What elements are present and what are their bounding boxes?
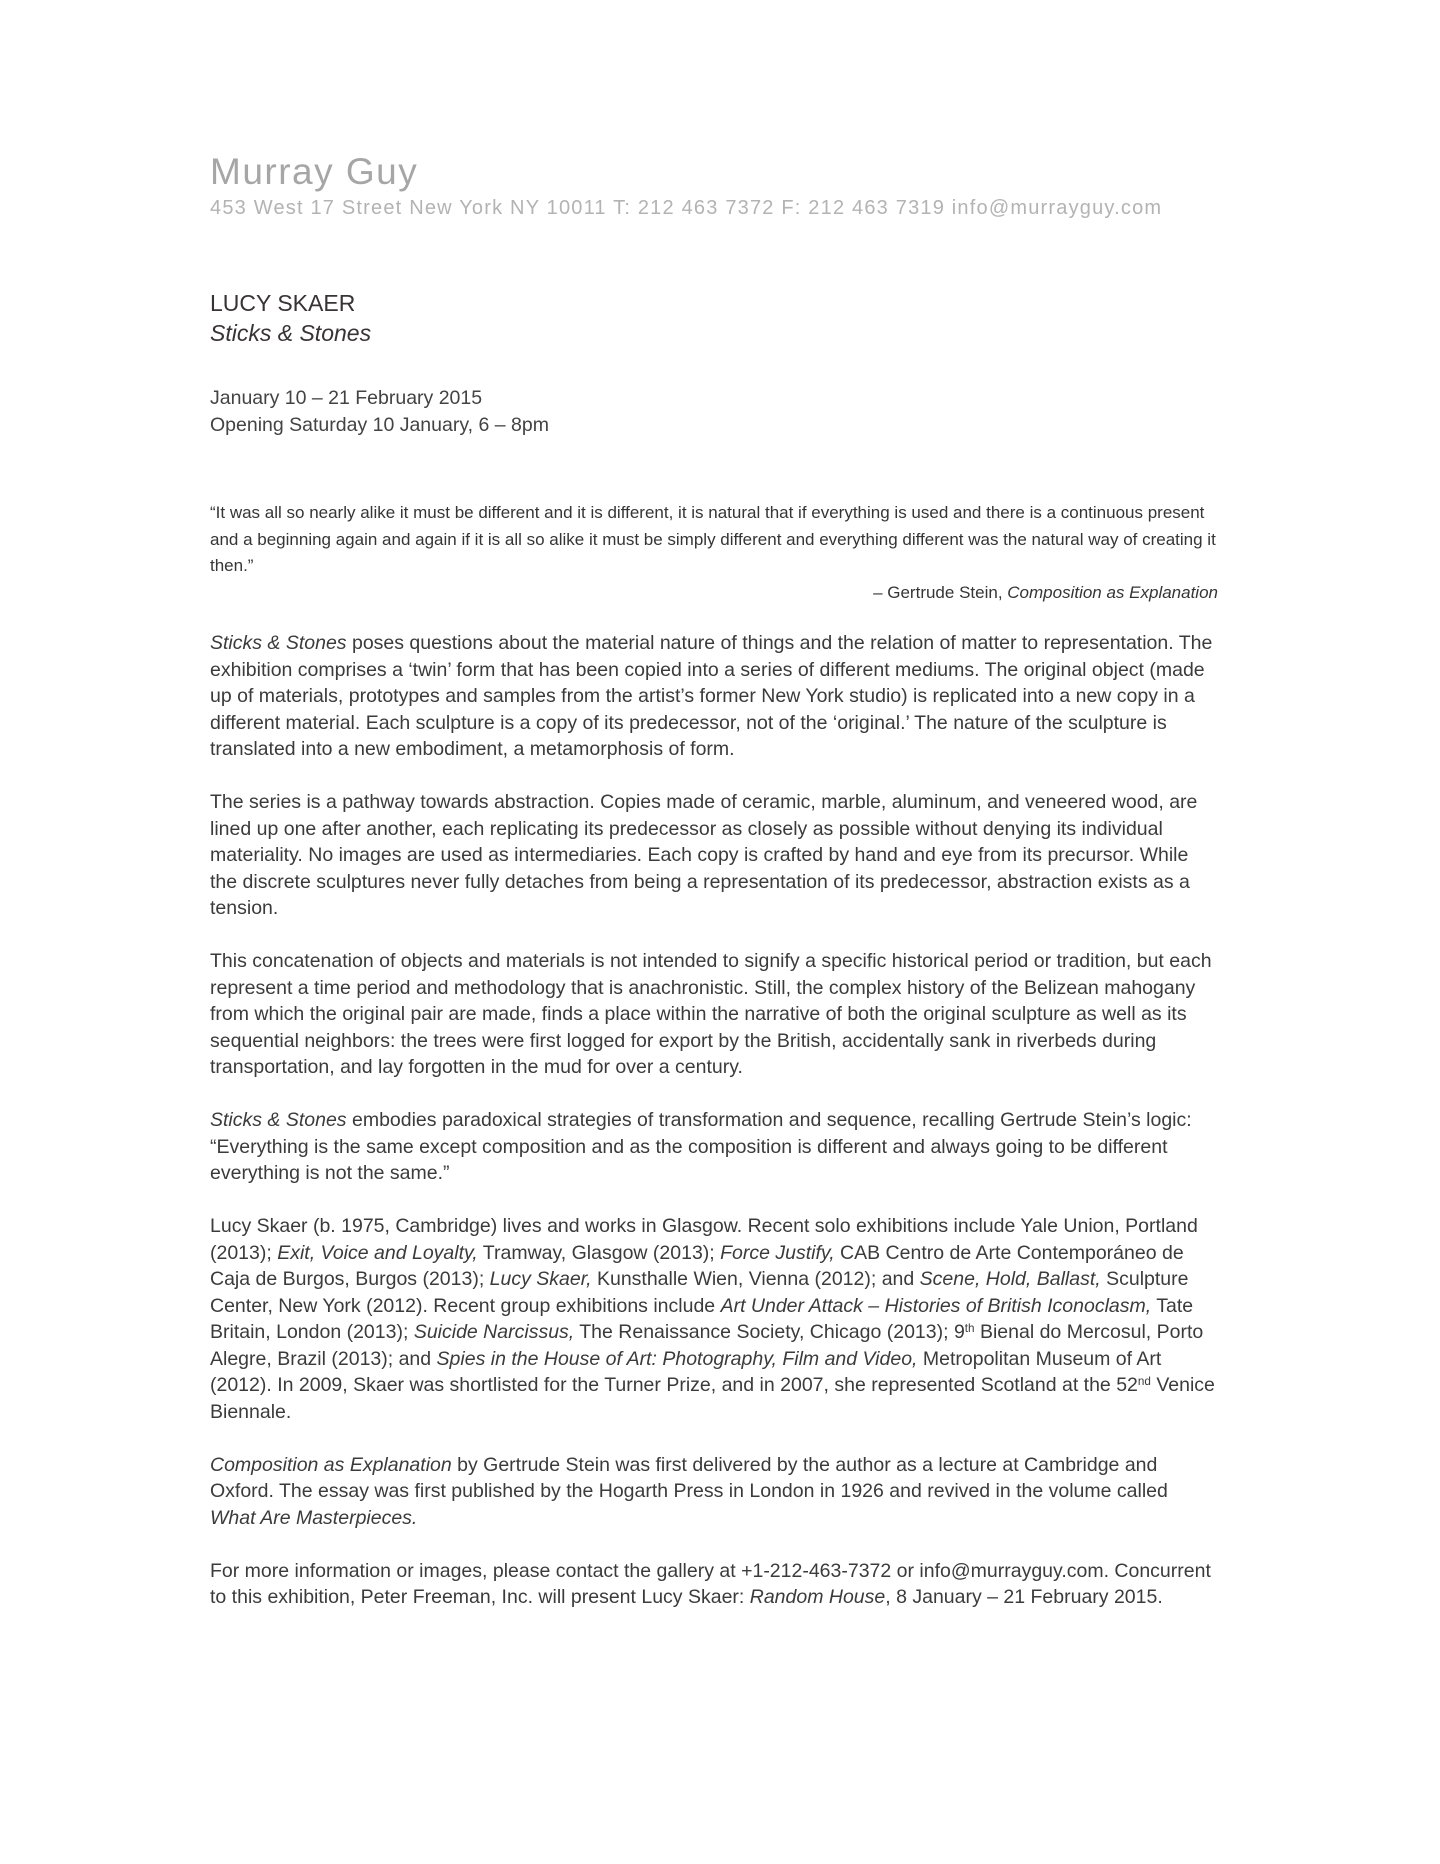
letterhead xyxy=(210,150,1218,221)
page-content xyxy=(210,150,1218,1611)
stein-quote: “It was all so nearly alike it must be different and it is different, it is natural that if everything is used and there is a continuous present and a beginning again and again if it is all so alike it must be simply different and everything different was the natural way of creating it then.” xyxy=(210,503,1216,575)
paragraph-contact-info: For more information or images, please contact the gallery at +1-212-463-7372 or info@murrayguy.com. Concurrent to this exhibition, Peter Freeman, Inc. will present Lucy Skaer: Random House, 8 January – 21 February 2015. xyxy=(210,1559,1211,1608)
paragraph-series-abstraction: The series is a pathway towards abstraction. Copies made of ceramic, marble, aluminum, and veneered wood, are lined up one after another, each replicating its predecessor as closely as possible without denying its individual materiality. No images are used as intermediaries. Each copy is crafted by hand and eye from its precursor. While the discrete sculptures never fully detaches from being a representation of its predecessor, abstraction exists as a tension. xyxy=(210,791,1198,919)
quote-attribution: – Gertrude Stein, Composition as Explanation xyxy=(873,582,1218,602)
exhibition-title: Sticks & Stones xyxy=(210,320,372,346)
artist-name: LUCY SKAER xyxy=(210,290,356,316)
paragraph-materials-history: This concatenation of objects and materials is not intended to signify a specific historical period or tradition, but each represent a time period and methodology that is anachronistic. Still, the complex history of the Belizean mahogany from which the original pair are made, finds a place within the narrative of both the original sculpture as well as its sequential neighbors: the trees were first logged for export by the British, accidentally sank in riverbeds during transportation, and lay forgotten in the mud for over a century. xyxy=(210,950,1212,1078)
gallery-address: 453 West 17 Street New York NY 10011 T: 212 463 7372 F: 212 463 7319 info@murrayguy.com xyxy=(210,197,1163,219)
press-release-body xyxy=(210,630,1218,1611)
paragraph-artist-bio: Lucy Skaer (b. 1975, Cambridge) lives and works in Glasgow. Recent solo exhibitions include Yale Union, Portland (2013); Exit, Voice and Loyalty, Tramway, Glasgow (2013); Force Justify, CAB Centro de Arte Contemporáneo de Caja de Burgos, Burgos (2013); Lucy Skaer, Kunsthalle Wien, Vienna (2012); and Scene, Hold, Ballast, Sculpture Center, New York (2012). Recent group exhibitions include Art Under Attack – Histories of British Iconoclasm, Tate Britain, London (2013); Suicide Narcissus, The Renaissance Society, Chicago (2013); 9th Bienal do Mercosul, Porto Alegre, Brazil (2013); and Spies in the House of Art: Photography, Film and Video, Metropolitan Museum of Art (2012). In 2009, Skaer was shortlisted for the Turner Prize, and in 2007, she represented Scotland at the 52nd Venice Biennale. xyxy=(210,1215,1215,1423)
paragraph-stein-logic: Sticks & Stones embodies paradoxical strategies of transformation and sequence, recalling Gertrude Stein’s logic: “Everything is the same except composition and as the composition is different and always going to be different everything is not the same.” xyxy=(210,1109,1192,1184)
paragraph-exhibition-concept: Sticks & Stones poses questions about the material nature of things and the relation of matter to representation. The exhibition comprises a ‘twin’ form that has been copied into a series of different mediums. The original object (made up of materials, prototypes and samples from the artist’s former New York studio) is replicated into a new copy in a different material. Each sculpture is a copy of its predecessor, not of the ‘original.’ The nature of the sculpture is translated into a new embodiment, a metamorphosis of form. xyxy=(210,632,1213,760)
paragraph-composition-as-explanation: Composition as Explanation by Gertrude Stein was first delivered by the author as a lecture at Cambridge and Oxford. The essay was first published by the Hogarth Press in London in 1926 and revived in the volume called What Are Masterpieces. xyxy=(210,1453,1168,1529)
gallery-name: Murray Guy xyxy=(210,151,419,192)
exhibition-dates-block xyxy=(210,385,1218,439)
opening-reception: Opening Saturday 10 January, 6 – 8pm xyxy=(210,414,549,436)
exhibition-dates: January 10 – 21 February 2015 xyxy=(210,387,483,409)
epigraph xyxy=(210,500,1218,606)
exhibition-heading xyxy=(210,288,1218,348)
